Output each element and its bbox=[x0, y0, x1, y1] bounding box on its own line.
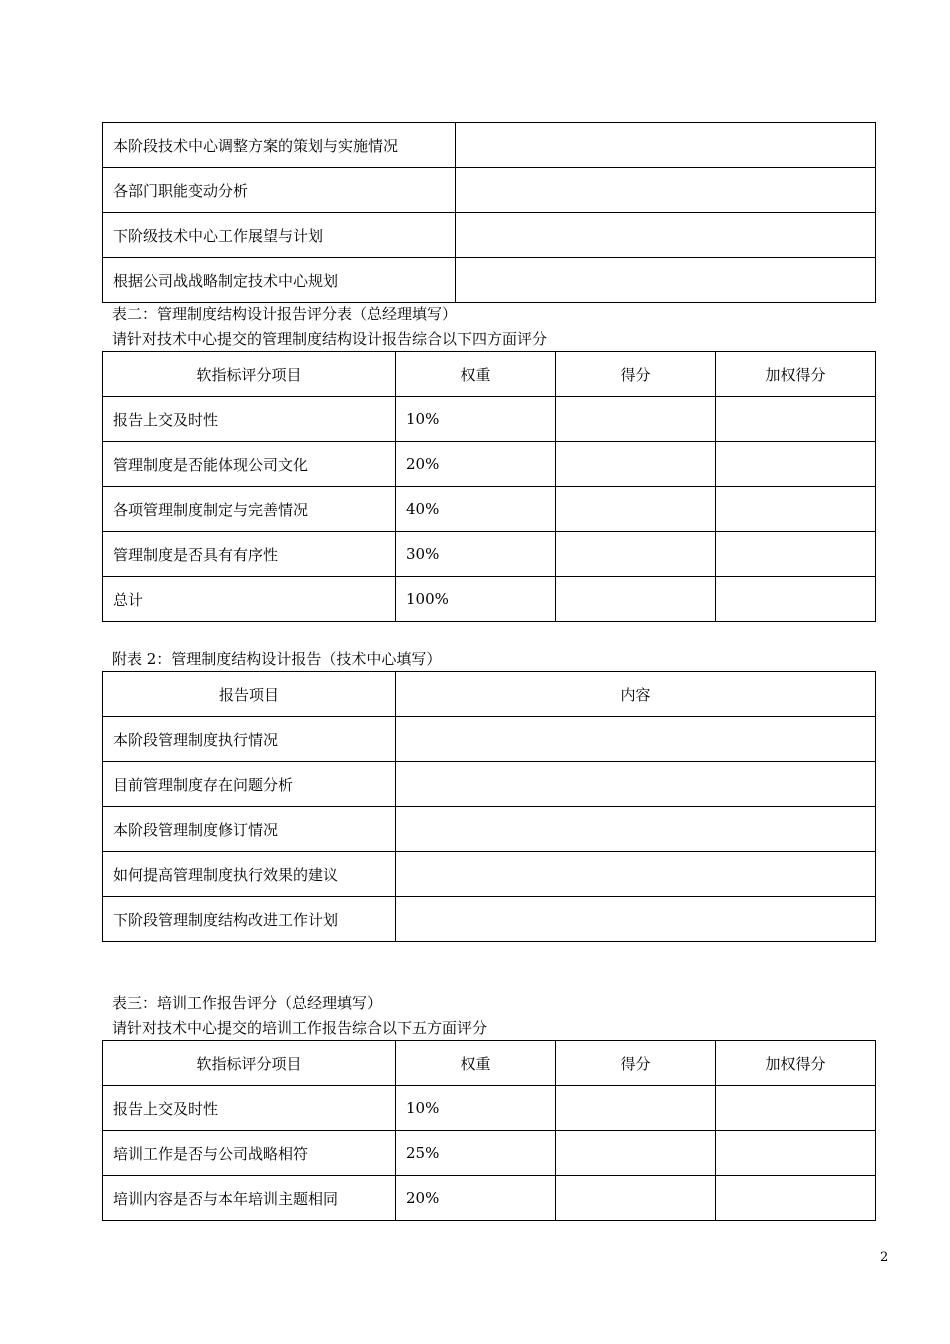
score-cell[interactable] bbox=[556, 577, 716, 622]
column-header: 内容 bbox=[396, 672, 876, 717]
item-cell: 总计 bbox=[103, 577, 396, 622]
training-score-table bbox=[102, 1040, 876, 1221]
column-header: 权重 bbox=[396, 1041, 556, 1086]
column-header: 报告项目 bbox=[103, 672, 396, 717]
column-header: 加权得分 bbox=[716, 1041, 876, 1086]
table-cell-blank[interactable] bbox=[456, 213, 876, 258]
weighted-score-cell[interactable] bbox=[716, 1131, 876, 1176]
table3-subtitle: 请针对技术中心提交的培训工作报告综合以下五方面评分 bbox=[112, 1019, 488, 1037]
column-header: 权重 bbox=[396, 352, 556, 397]
weighted-score-cell[interactable] bbox=[716, 1086, 876, 1131]
table-row bbox=[103, 577, 876, 622]
table-row bbox=[103, 897, 876, 942]
table-cell-blank[interactable] bbox=[456, 123, 876, 168]
column-header: 得分 bbox=[556, 352, 716, 397]
table-cell-blank[interactable] bbox=[396, 897, 876, 942]
weighted-score-cell[interactable] bbox=[716, 532, 876, 577]
table-row bbox=[103, 852, 876, 897]
weight-cell: 30% bbox=[396, 532, 556, 577]
table3-title: 表三：培训工作报告评分（总经理填写） bbox=[112, 994, 383, 1012]
table-cell: 各部门职能变动分析 bbox=[103, 168, 456, 213]
weight-cell: 10% bbox=[396, 1086, 556, 1131]
table-row bbox=[103, 397, 876, 442]
table-cell-blank[interactable] bbox=[396, 852, 876, 897]
table-row bbox=[103, 213, 876, 258]
table-header-row bbox=[103, 1041, 876, 1086]
weighted-score-cell[interactable] bbox=[716, 577, 876, 622]
item-cell: 各项管理制度制定与完善情况 bbox=[103, 487, 396, 532]
score-cell[interactable] bbox=[556, 1131, 716, 1176]
table-cell: 下阶级技术中心工作展望与计划 bbox=[103, 213, 456, 258]
score-cell[interactable] bbox=[556, 1086, 716, 1131]
table2-subtitle: 请针对技术中心提交的管理制度结构设计报告综合以下四方面评分 bbox=[112, 330, 548, 348]
table-row bbox=[103, 762, 876, 807]
management-report-table bbox=[102, 671, 876, 942]
score-cell[interactable] bbox=[556, 532, 716, 577]
weighted-score-cell[interactable] bbox=[716, 487, 876, 532]
table-cell: 本阶段技术中心调整方案的策划与实施情况 bbox=[103, 123, 456, 168]
weight-cell: 20% bbox=[396, 442, 556, 487]
table-row bbox=[103, 258, 876, 303]
table-row bbox=[103, 717, 876, 762]
weight-cell: 20% bbox=[396, 1176, 556, 1221]
table-cell-blank[interactable] bbox=[456, 258, 876, 303]
weighted-score-cell[interactable] bbox=[716, 442, 876, 487]
table-cell: 如何提高管理制度执行效果的建议 bbox=[103, 852, 396, 897]
column-header: 加权得分 bbox=[716, 352, 876, 397]
table-cell-blank[interactable] bbox=[396, 762, 876, 807]
column-header: 软指标评分项目 bbox=[103, 352, 396, 397]
table-header-row bbox=[103, 352, 876, 397]
column-header: 软指标评分项目 bbox=[103, 1041, 396, 1086]
item-cell: 报告上交及时性 bbox=[103, 397, 396, 442]
table-cell-blank[interactable] bbox=[396, 717, 876, 762]
score-cell[interactable] bbox=[556, 442, 716, 487]
table-cell-blank[interactable] bbox=[396, 807, 876, 852]
score-cell[interactable] bbox=[556, 397, 716, 442]
score-cell[interactable] bbox=[556, 487, 716, 532]
weighted-score-cell[interactable] bbox=[716, 397, 876, 442]
table2-title: 表二：管理制度结构设计报告评分表（总经理填写） bbox=[112, 305, 458, 323]
table-row bbox=[103, 487, 876, 532]
weight-cell: 100% bbox=[396, 577, 556, 622]
item-cell: 管理制度是否能体现公司文化 bbox=[103, 442, 396, 487]
score-cell[interactable] bbox=[556, 1176, 716, 1221]
report-items-table bbox=[102, 122, 876, 303]
management-score-table bbox=[102, 351, 876, 622]
weight-cell: 40% bbox=[396, 487, 556, 532]
table-cell-blank[interactable] bbox=[456, 168, 876, 213]
column-header: 得分 bbox=[556, 1041, 716, 1086]
table-cell: 本阶段管理制度执行情况 bbox=[103, 717, 396, 762]
table-row bbox=[103, 1086, 876, 1131]
table-cell: 本阶段管理制度修订情况 bbox=[103, 807, 396, 852]
table-row bbox=[103, 442, 876, 487]
item-cell: 报告上交及时性 bbox=[103, 1086, 396, 1131]
table-header-row bbox=[103, 672, 876, 717]
item-cell: 培训工作是否与公司战略相符 bbox=[103, 1131, 396, 1176]
item-cell: 培训内容是否与本年培训主题相同 bbox=[103, 1176, 396, 1221]
table-cell: 根据公司战战略制定技术中心规划 bbox=[103, 258, 456, 303]
table-row bbox=[103, 168, 876, 213]
weight-cell: 10% bbox=[396, 397, 556, 442]
item-cell: 管理制度是否具有有序性 bbox=[103, 532, 396, 577]
table-row bbox=[103, 532, 876, 577]
table-row bbox=[103, 807, 876, 852]
table-cell: 下阶段管理制度结构改进工作计划 bbox=[103, 897, 396, 942]
appendix2-title: 附表 2：管理制度结构设计报告（技术中心填写） bbox=[112, 650, 442, 668]
page-number: 2 bbox=[880, 1250, 889, 1265]
table-row bbox=[103, 1176, 876, 1221]
table-row bbox=[103, 1131, 876, 1176]
table-cell: 目前管理制度存在问题分析 bbox=[103, 762, 396, 807]
table-row bbox=[103, 123, 876, 168]
weight-cell: 25% bbox=[396, 1131, 556, 1176]
weighted-score-cell[interactable] bbox=[716, 1176, 876, 1221]
